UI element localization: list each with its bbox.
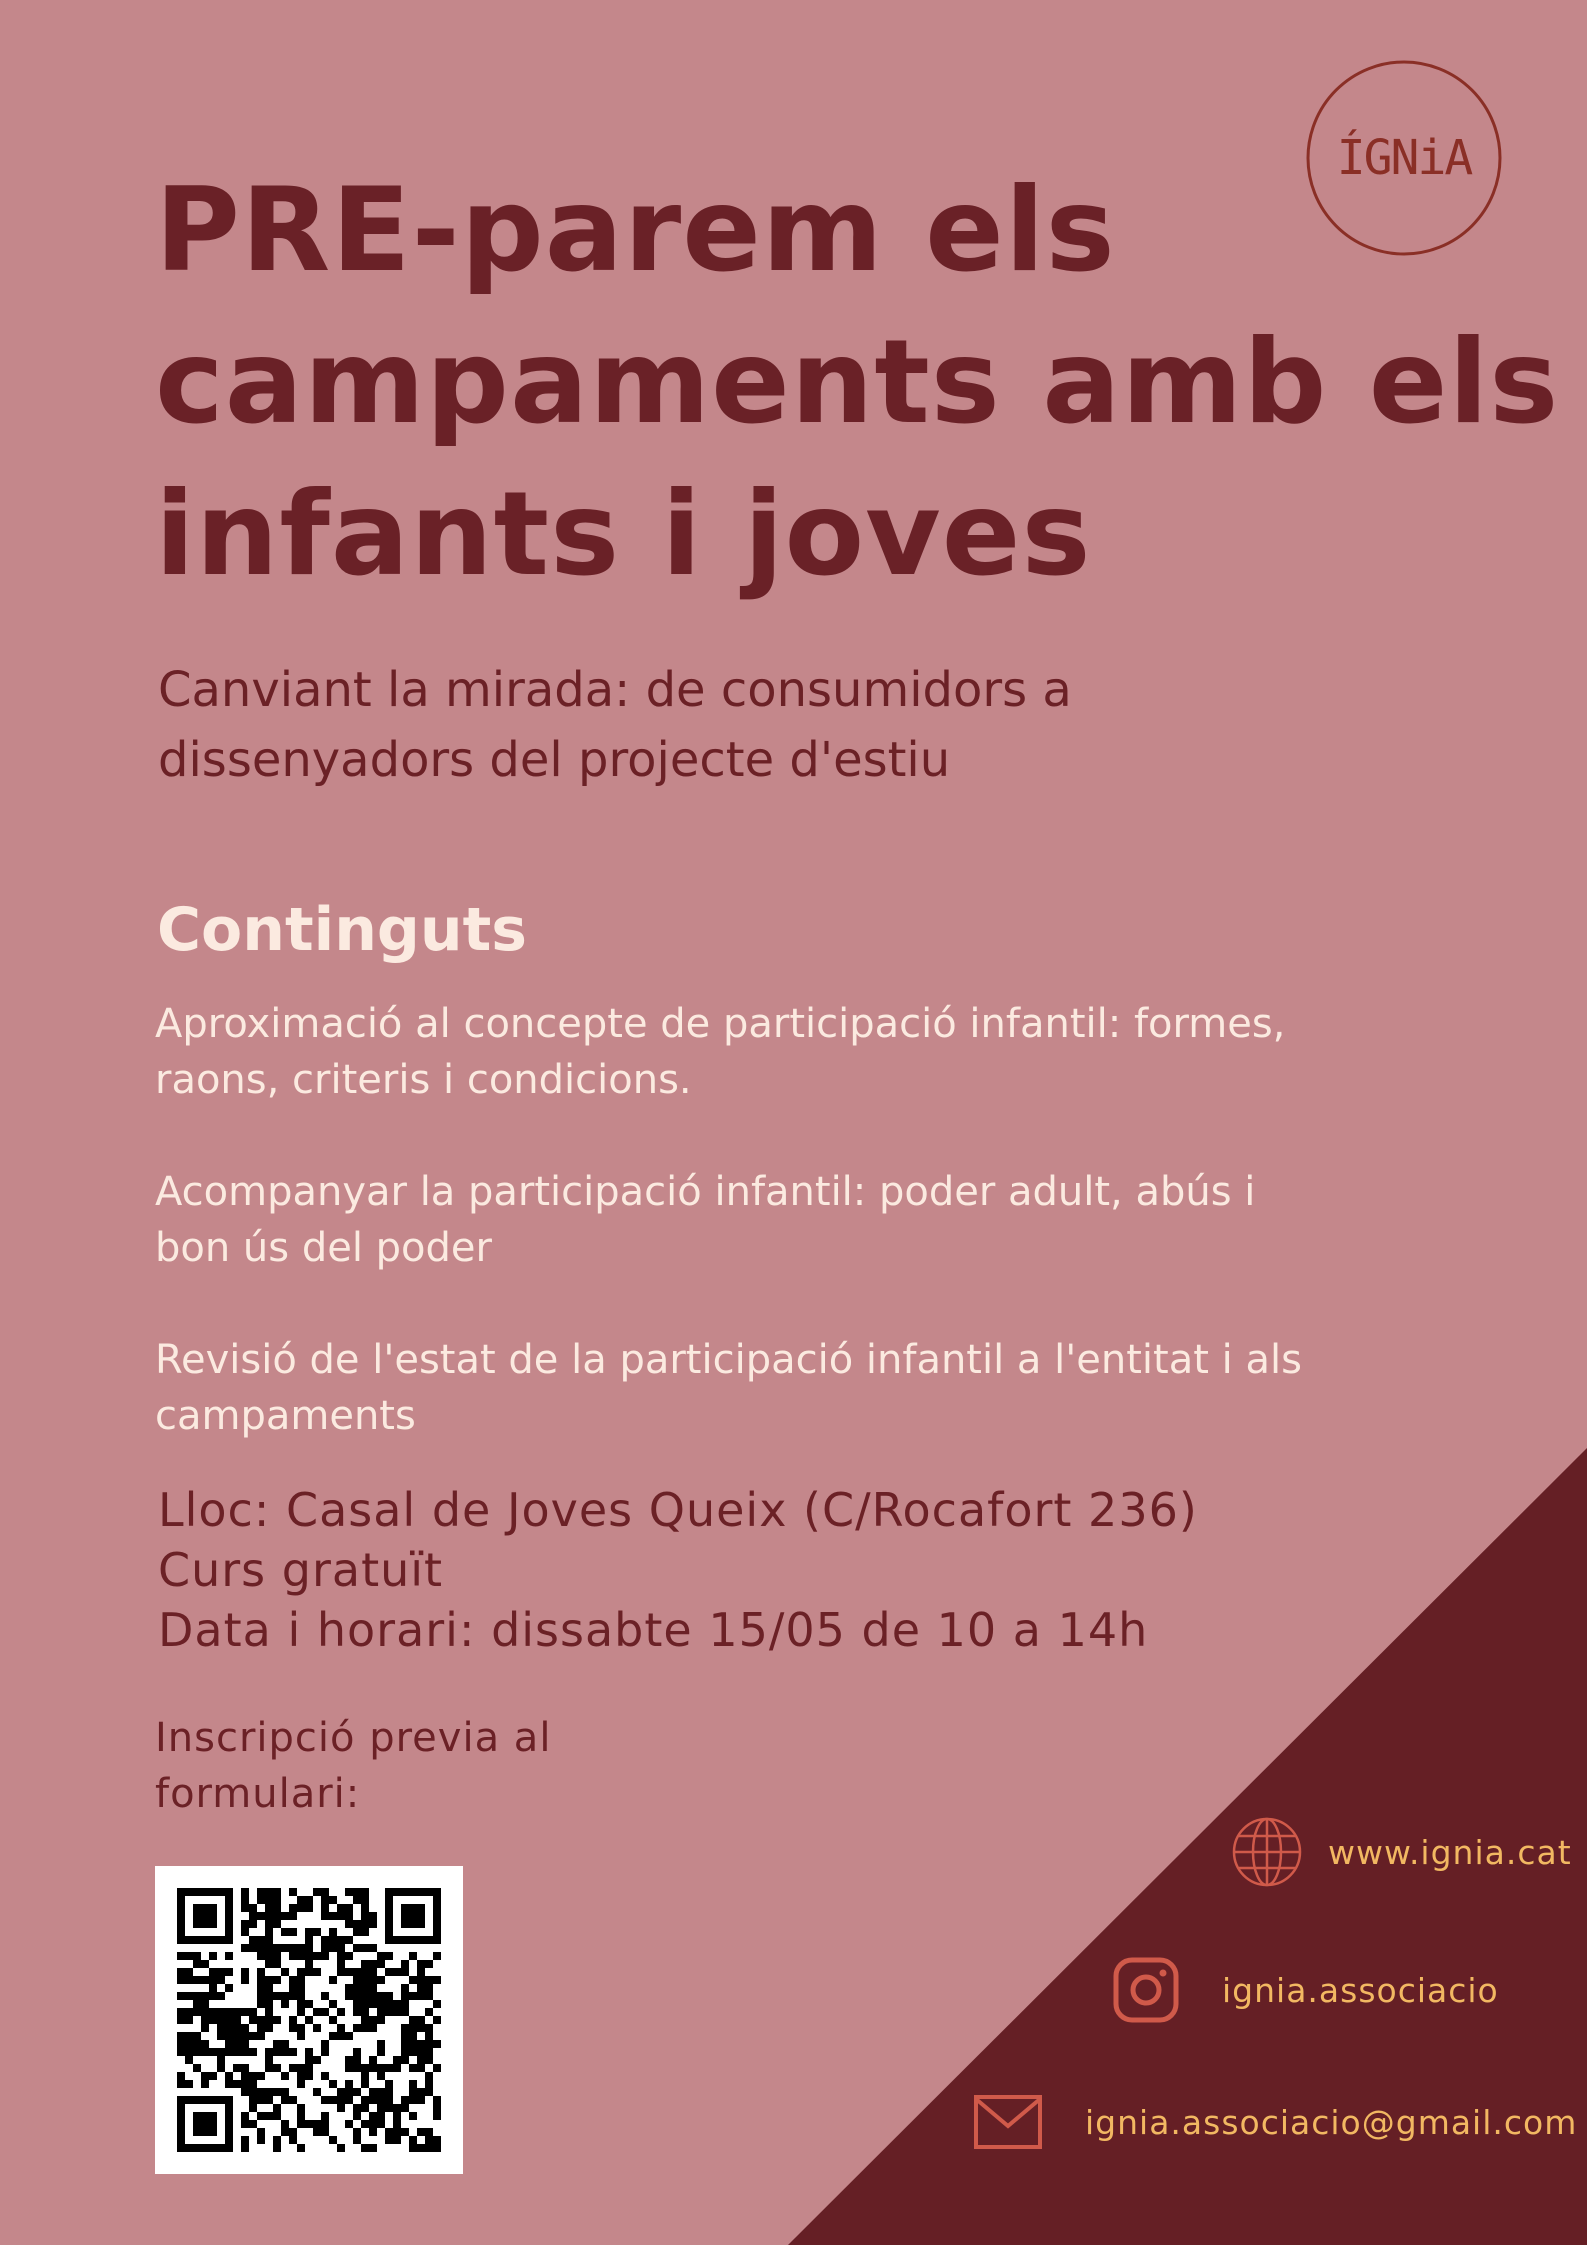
page-title: PRE-parem els campaments amb els infants i joves: [155, 163, 1560, 602]
contents-heading: Continguts: [157, 895, 527, 965]
event-details: [158, 1480, 1358, 1660]
instagram-handle[interactable]: ignia.associacio: [1222, 1970, 1499, 2010]
contents-item: Acompanyar la participació infantil: poder adult, abús i bon ús del poder: [155, 1169, 1256, 1271]
subtitle: Canviant la mirada: de consumidors a dissenyadors del projecte d'estiu: [158, 662, 1072, 788]
website-contact[interactable]: [1230, 1815, 1572, 1889]
schedule-line: Data i horari: dissabte 15/05 de 10 a 14h: [158, 1603, 1149, 1657]
contents-list: [155, 996, 1305, 1500]
qr-code[interactable]: [155, 1866, 463, 2174]
mail-icon: [973, 2094, 1043, 2150]
instagram-icon: [1112, 1956, 1180, 2024]
email-address[interactable]: ignia.associacio@gmail.com: [1085, 2102, 1578, 2142]
email-contact[interactable]: [973, 2094, 1577, 2150]
instagram-contact[interactable]: [1112, 1956, 1499, 2024]
website-link[interactable]: www.ignia.cat: [1328, 1832, 1572, 1872]
price-line: Curs gratuït: [158, 1543, 444, 1597]
contents-item: Aproximació al concepte de participació infantil: formes, raons, criteris i condicions.: [155, 1001, 1286, 1103]
globe-icon: [1230, 1815, 1304, 1889]
signup-text: Inscripció previa al formulari:: [155, 1715, 552, 1817]
logo-text: ÍGNiA: [1336, 130, 1472, 186]
qr-code-icon: [177, 1888, 441, 2152]
contents-item: Revisió de l'estat de la participació infantil a l'entitat i als campaments: [155, 1337, 1302, 1439]
location-line: Lloc: Casal de Joves Queix (C/Rocafort 236): [158, 1483, 1198, 1537]
